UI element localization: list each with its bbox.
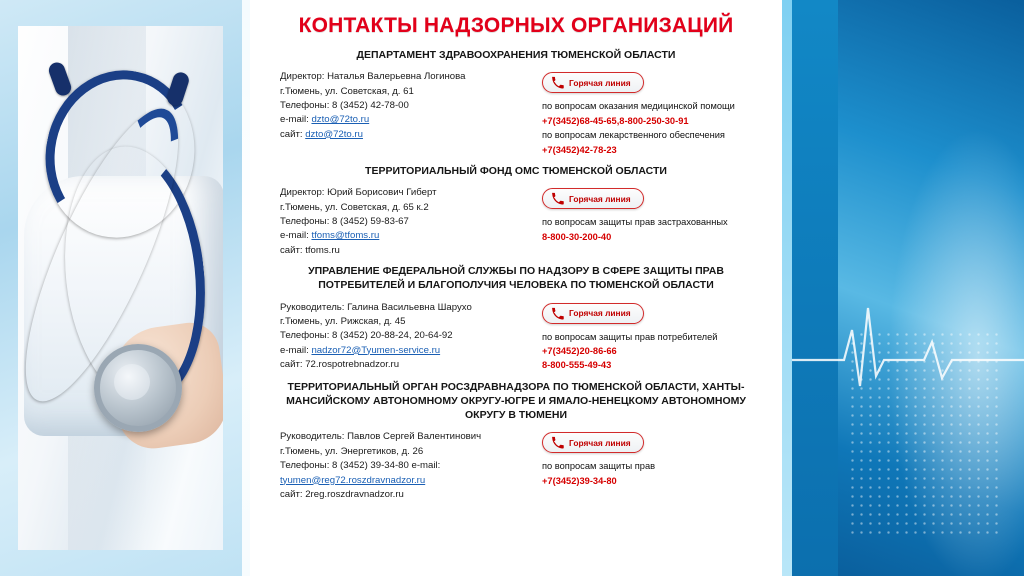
right-edge-divider [782,0,792,576]
org-site-label: сайт: [280,489,306,500]
org-contact-details [280,301,536,373]
hotline-label: Горячая линия [569,193,631,204]
org-site-row [280,128,536,142]
doctor-stethoscope-photo [18,26,223,550]
phone-icon [551,307,564,320]
org-block-roszdravnadzor [258,380,774,502]
phone-icon [551,192,564,205]
hotline-phone: +7(3452)39-34-80 [542,475,617,486]
org-director: Руководитель: Павлов Сергей Валентинович [280,431,482,443]
org-email-link[interactable]: dzto@72to.ru [311,114,370,126]
slide-content [250,0,782,576]
org-email-link[interactable]: tfoms@tfoms.ru [311,230,380,242]
hotline-label: Горячая линия [569,437,631,448]
org-site-label: сайт: [280,244,306,256]
org-block-rospotrebnadzor [258,264,774,374]
org-phones: Телефоны: 8 (3452) 39-34-80 e-mail: [280,460,441,472]
hotline-label: Горячая линия [569,307,631,318]
hotline-note: по вопросам защиты прав [542,461,656,472]
org-hotline-block [542,186,762,245]
org-site-row [280,488,536,502]
org-email-label: e-mail: [280,114,312,126]
org-address: г.Тюмень, ул. Энергетиков, д. 26 [280,445,424,457]
org-phones: Телефоны: 8 (3452) 20-88-24, 20-64-92 [280,330,453,342]
org-hotline-block [542,301,762,374]
org-body [258,430,774,502]
hotline-button[interactable] [542,432,644,453]
org-address: г.Тюмень, ул. Советская, д. 65 к.2 [280,201,429,213]
org-hotline-block [542,430,762,489]
phone-icon [551,436,564,449]
org-site-label: сайт: [280,359,306,371]
org-contact-details [280,70,536,142]
org-email-link[interactable]: nadzor72@Tyumen-service.ru [311,344,441,356]
org-site-value: 72.rospotrebnadzor.ru [305,359,400,371]
right-background-band [792,0,1024,576]
hotline-note: по вопросам защиты прав потребителей [542,331,718,342]
org-body [258,70,774,158]
hotline-phone: +7(3452)68-45-65,8-800-250-30-91 [542,115,689,126]
org-body [258,301,774,374]
org-contact-details [280,186,536,258]
hotline-button[interactable] [542,303,644,324]
org-title: УПРАВЛЕНИЕ ФЕДЕРАЛЬНОЙ СЛУЖБЫ ПО НАДЗОРУ В СФЕРЕ ЗАЩИТЫ ПРАВ ПОТРЕБИТЕЛЕЙ И БЛАГОПОЛУЧИЯ ЧЕЛОВЕКА ПО ТЮМЕНСКОЙ ОБЛАСТИ [308,265,724,292]
hotline-note: по вопросам оказания медицинской помощи [542,101,735,112]
org-phones: Телефоны: 8 (3452) 42-78-00 [280,99,409,111]
phone-icon [551,76,564,89]
org-email-label: e-mail: [280,230,312,242]
org-block-health-department [258,48,774,158]
org-site-value: tfoms.ru [305,244,340,256]
hotline-phone: 8-800-555-49-43 [542,360,612,371]
org-hotline-block [542,70,762,158]
org-site-label: сайт: [280,128,306,140]
hotline-phone: +7(3452)20-86-66 [542,345,617,356]
org-site-link[interactable]: dzto@72to.ru [305,128,363,140]
hotline-label: Горячая линия [569,77,631,88]
hotline-phone: +7(3452)42-78-23 [542,144,617,155]
org-title: ТЕРРИТОРИАЛЬНЫЙ ФОНД ОМС ТЮМЕНСКОЙ ОБЛАСТИ [365,165,667,178]
org-contact-details [280,430,536,502]
org-email-label: e-mail: [280,344,312,356]
hotline-note: по вопросам защиты прав застрахованных [542,217,728,228]
org-director: Директор: Юрий Борисович Гиберт [280,187,437,199]
org-email-row [280,229,536,243]
org-email-row [280,474,536,488]
org-title: ДЕПАРТАМЕНТ ЗДРАВООХРАНЕНИЯ ТЮМЕНСКОЙ ОБЛАСТИ [356,49,676,61]
org-address: г.Тюмень, ул. Рижская, д. 45 [280,315,406,327]
hotline-phone: 8-800-30-200-40 [542,231,612,242]
org-site-value: 2reg.roszdravnadzor.ru [305,489,404,500]
org-body [258,186,774,258]
org-title: ТЕРРИТОРИАЛЬНЫЙ ОРГАН РОСЗДРАВНАДЗОРА ПО ТЮМЕНСКОЙ ОБЛАСТИ, ХАНТЫ-МАНСИЙСКОМУ АВТОНОМНОМУ ОКРУГУ-ЮГРЕ И ЯМАЛО-НЕНЕЦКОМУ АВТОНОМНОМУ ОКРУГУ В ТЮМЕНИ [286,380,746,422]
org-phones: Телефоны: 8 (3452) 59-83-67 [280,216,409,227]
page-title: КОНТАКТЫ НАДЗОРНЫХ ОРГАНИЗАЦИЙ [298,14,734,37]
dot-pattern-decoration [848,330,998,540]
org-address: г.Тюмень, ул. Советская, д. 61 [280,85,414,97]
org-director: Руководитель: Галина Васильевна Шарухо [280,301,472,313]
hotline-button[interactable] [542,72,644,93]
org-director: Директор: Наталья Валерьевна Логинова [280,71,466,83]
org-site-row [280,358,536,372]
org-email-link[interactable]: tyumen@reg72.roszdravnadzor.ru [280,474,426,486]
hotline-button[interactable] [542,188,644,209]
org-block-oms-fund [258,164,774,258]
hotline-note: по вопросам лекарственного обеспечения [542,130,725,141]
stethoscope-chestpiece-icon [94,344,182,432]
org-email-row [280,344,536,358]
org-site-row [280,244,536,258]
org-email-row [280,113,536,127]
